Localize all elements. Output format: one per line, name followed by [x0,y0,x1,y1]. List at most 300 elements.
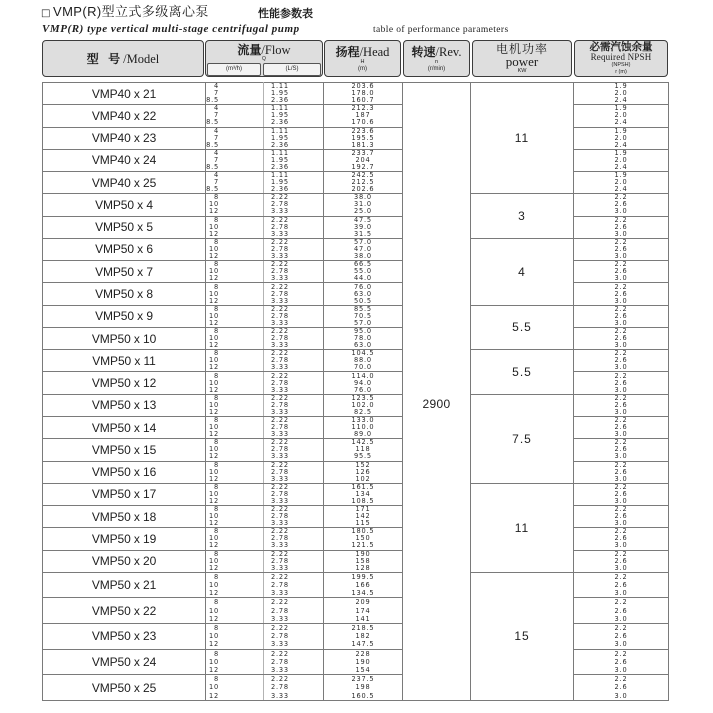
flow-m3h-value: 10 [209,400,219,409]
flow-ls-value: 2.78 [271,606,289,615]
npsh-value: 2.2 [614,438,628,447]
flow-m3h-value: 12 [209,318,219,327]
head-value: 78.0 [354,334,372,343]
flow-ls-value: 2.78 [271,556,289,565]
table-row [43,238,669,260]
flow-m3h-cell [206,261,264,283]
flow-m3h-stack [206,261,219,282]
table-row [43,327,669,349]
npsh-cell [574,598,669,624]
model-cell: VMP50 x 19 [43,528,206,550]
flow-m3h-cell [206,461,264,483]
head-value: 66.5 [354,260,372,269]
flow-ls-value: 2.22 [271,572,289,581]
flow-m3h-cell [206,550,264,572]
npsh-cell [574,649,669,675]
flow-ls-cell [264,216,324,238]
flow-ls-value: 2.78 [271,244,289,253]
head-value: 47.5 [354,216,372,224]
npsh-value: 2.6 [614,556,628,565]
flow-m3h-value: 10 [209,657,219,666]
head-stack [324,128,402,149]
flow-ls-stack [264,417,323,438]
flow-m3h-cell [206,483,264,505]
head-value: 47.0 [354,244,372,253]
flow-ls-value: 1.95 [271,89,289,98]
flow-m3h-value: 12 [209,614,219,623]
flow-m3h-value: 12 [209,474,219,483]
head-value: 178.0 [351,89,375,98]
flow-ls-value: 2.78 [271,400,289,409]
head-stack [324,284,402,305]
table-row [43,483,669,505]
npsh-cell [574,394,669,416]
flow-ls-value: 2.78 [271,581,289,590]
flow-ls-value: 2.78 [271,200,289,209]
flow-ls-cell [264,194,324,216]
flow-m3h-value: 12 [209,251,219,260]
model-cell: VMP40 x 24 [43,149,206,171]
flow-ls-value: 1.11 [271,171,289,180]
head-value: 166 [355,581,371,590]
flow-ls-stack [264,83,323,104]
head-value: 181.3 [351,140,375,149]
head-value: 158 [355,556,371,565]
npsh-value: 2.4 [614,185,628,194]
npsh-value: 3.0 [614,363,628,372]
flow-ls-cell [264,305,324,327]
head-value: 212.5 [351,178,375,187]
power-cell: 11 [471,483,574,572]
power-cell: 15 [471,572,574,700]
title-cn-subtitle: 性能参数表 [258,8,313,20]
flow-ls-value: 3.33 [271,229,289,238]
flow-ls-value: 2.36 [271,140,289,149]
npsh-value: 2.2 [614,572,628,581]
table-row [43,283,669,305]
head-value: 204 [355,155,371,164]
flow-ls-value: 2.78 [271,534,289,543]
head-value: 102.0 [351,400,375,409]
npsh-stack [574,598,668,623]
npsh-value: 2.0 [614,178,628,187]
flow-m3h-value: 7 [214,89,219,98]
head-value: 95.0 [354,327,372,336]
flow-ls-value: 2.22 [271,305,289,313]
model-cell: VMP50 x 9 [43,305,206,327]
power-cell: 3 [471,194,574,239]
power-cell: 11 [471,83,574,194]
model-cell: VMP50 x 23 [43,624,206,650]
flow-ls-stack [264,105,323,126]
flow-m3h-stack [206,328,219,349]
header-rev-en: /Rev. [435,44,462,59]
flow-ls-value: 2.22 [271,216,289,224]
flow-m3h-value: 8 [214,193,219,202]
flow-m3h-value: 10 [209,423,219,432]
npsh-value: 2.4 [614,118,628,127]
flow-ls-value: 2.36 [271,185,289,194]
flow-ls-cell [264,394,324,416]
flow-m3h-stack [206,194,219,215]
head-value: 195.5 [351,133,375,142]
flow-ls-value: 1.95 [271,133,289,142]
flow-ls-value: 3.33 [271,430,289,439]
header-rev-unit: (r/min) [427,65,446,72]
head-value: 198 [355,683,371,692]
header-npsh-symbol: (NPSH) [611,61,631,68]
head-stack [324,417,402,438]
flow-ls-cell [264,283,324,305]
npsh-value: 3.0 [614,452,628,461]
head-value: 170.6 [351,118,375,127]
head-value: 142.5 [351,438,375,447]
table-row [43,572,669,598]
head-value: 174 [355,606,371,615]
flow-ls-value: 2.22 [271,260,289,269]
head-value: 50.5 [354,296,372,305]
head-stack [324,650,402,675]
flow-ls-value: 2.22 [271,598,289,607]
model-cell: VMP50 x 7 [43,261,206,283]
npsh-value: 2.0 [614,133,628,142]
npsh-value: 1.9 [614,149,628,157]
npsh-stack [574,439,668,460]
npsh-value: 3.0 [614,385,628,394]
head-value: 147.5 [351,640,375,649]
flow-ls-stack [264,598,323,623]
flow-m3h-stack [206,650,219,675]
flow-m3h-value: 8 [214,675,219,684]
flow-ls-cell [264,372,324,394]
head-value: 142 [355,512,371,521]
flow-ls-cell [264,624,324,650]
head-value: 31.5 [354,229,372,238]
flow-ls-value: 2.78 [271,311,289,320]
flow-m3h-value: 10 [209,289,219,298]
flow-ls-value: 2.22 [271,438,289,447]
head-value: 25.0 [354,207,372,216]
flow-m3h-value: 10 [209,489,219,498]
head-value: 209 [355,598,371,607]
flow-ls-cell [264,238,324,260]
flow-m3h-value: 12 [209,207,219,216]
npsh-value: 2.6 [614,657,628,666]
flow-m3h-value: 10 [209,632,219,641]
title-en: VMP(R) type vertical multi-stage centrifugal pump [42,23,300,35]
npsh-value: 2.2 [614,624,628,633]
npsh-value: 2.6 [614,334,628,343]
npsh-value: 2.6 [614,311,628,320]
npsh-value: 3.0 [614,519,628,528]
flow-ls-cell [264,327,324,349]
model-cell: VMP50 x 13 [43,394,206,416]
flow-m3h-stack [206,624,219,649]
header-flow [205,40,323,77]
flow-ls-cell [264,83,324,105]
head-value: 160.5 [351,691,375,700]
flow-ls-cell [264,439,324,461]
flow-ls-value: 3.33 [271,563,289,572]
flow-m3h-value: 10 [209,467,219,476]
npsh-value: 2.6 [614,683,628,692]
flow-ls-stack [264,624,323,649]
npsh-value: 3.0 [614,589,628,598]
flow-m3h-value: 10 [209,311,219,320]
flow-m3h-value: 8 [214,527,219,536]
npsh-cell [574,416,669,438]
flow-m3h-cell [206,416,264,438]
model-cell: VMP50 x 14 [43,416,206,438]
flow-ls-cell [264,261,324,283]
flow-ls-stack [264,150,323,171]
head-value: 187 [355,111,371,120]
table-row [43,461,669,483]
flow-m3h-value: 7 [214,111,219,120]
flow-ls-value: 2.22 [271,649,289,658]
head-value: 152 [355,461,371,469]
head-cell [324,350,403,372]
rev-cell: 2900 [403,83,471,701]
flow-m3h-stack [206,462,219,483]
flow-m3h-stack [206,551,219,572]
flow-ls-stack [264,551,323,572]
model-cell: VMP50 x 22 [43,598,206,624]
flow-ls-stack [264,350,323,371]
flow-ls-value: 3.33 [271,251,289,260]
head-value: 134.5 [351,589,375,598]
flow-m3h-value: 8.5 [206,140,219,149]
flow-m3h-cell [206,238,264,260]
flow-ls-value: 3.33 [271,318,289,327]
head-value: 233.7 [351,149,375,157]
flow-m3h-value: 10 [209,556,219,565]
model-cell: VMP50 x 25 [43,675,206,701]
npsh-cell [574,675,669,701]
model-cell: VMP50 x 5 [43,216,206,238]
head-value: 203.6 [351,82,375,91]
model-cell: VMP50 x 18 [43,506,206,528]
header-power-en: power [505,53,539,69]
table-row [43,194,669,216]
npsh-stack [574,172,668,193]
head-stack [324,439,402,460]
head-value: 76.0 [354,385,372,394]
flow-m3h-value: 8.5 [206,118,219,127]
flow-ls-cell [264,127,324,149]
npsh-value: 1.9 [614,171,628,180]
flow-ls-value: 2.22 [271,238,289,246]
head-value: 123.5 [351,394,375,402]
flow-m3h-value: 8.5 [206,162,219,171]
flow-m3h-cell [206,624,264,650]
header-model-en: /Model [123,51,160,66]
head-value: 70.0 [354,363,372,372]
power-cell: 4 [471,238,574,305]
title-square-icon: □ [41,8,51,19]
flow-m3h-cell [206,194,264,216]
npsh-value: 2.6 [614,267,628,276]
flow-m3h-value: 12 [209,274,219,283]
flow-ls-value: 2.22 [271,193,289,202]
npsh-value: 2.2 [614,260,628,269]
flow-m3h-value: 10 [209,334,219,343]
flow-m3h-value: 8 [214,550,219,558]
npsh-value: 1.9 [614,82,628,91]
flow-m3h-value: 8 [214,598,219,607]
flow-m3h-value: 12 [209,363,219,372]
model-cell: VMP50 x 21 [43,572,206,598]
header-head-cn: 扬程 [335,44,360,59]
flow-ls-value: 3.33 [271,691,289,700]
flow-ls-value: 3.33 [271,666,289,675]
flow-ls-value: 3.33 [271,541,289,550]
head-value: 223.6 [351,127,375,135]
flow-m3h-value: 12 [209,452,219,461]
head-cell [324,283,403,305]
npsh-value: 2.2 [614,416,628,425]
flow-m3h-stack [206,417,219,438]
flow-m3h-cell [206,216,264,238]
npsh-value: 2.6 [614,423,628,432]
head-cell [324,127,403,149]
header-rev [403,40,470,77]
head-cell [324,624,403,650]
npsh-cell [574,238,669,260]
npsh-value: 1.9 [614,127,628,135]
npsh-value: 2.2 [614,505,628,514]
header-flow-cn: 流量 [237,43,262,57]
head-value: 150 [355,534,371,543]
npsh-value: 3.0 [614,229,628,238]
npsh-cell [574,550,669,572]
head-stack [324,172,402,193]
table-row [43,83,669,105]
flow-ls-value: 2.22 [271,505,289,514]
flow-ls-value: 3.33 [271,407,289,416]
flow-ls-stack [264,328,323,349]
flow-ls-value: 2.78 [271,356,289,365]
head-cell [324,483,403,505]
head-value: 57.0 [354,238,372,246]
flow-ls-value: 2.78 [271,632,289,641]
flow-m3h-value: 10 [209,244,219,253]
head-cell [324,372,403,394]
table-row [43,624,669,650]
npsh-cell [574,283,669,305]
flow-ls-value: 2.22 [271,483,289,491]
head-value: 212.3 [351,104,375,113]
flow-ls-value: 3.33 [271,296,289,305]
flow-m3h-stack [206,350,219,371]
flow-m3h-value: 12 [209,430,219,439]
flow-m3h-stack [206,506,219,527]
head-value: 55.0 [354,267,372,276]
head-value: 218.5 [351,624,375,633]
header-npsh-cn: 必需汽蚀余量 [589,40,653,53]
flow-ls-stack [264,462,323,483]
head-cell [324,649,403,675]
flow-ls-value: 3.33 [271,640,289,649]
flow-m3h-stack [206,306,219,327]
npsh-stack [574,395,668,416]
npsh-value: 3.0 [614,318,628,327]
head-stack [324,239,402,260]
npsh-cell [574,327,669,349]
flow-ls-value: 2.22 [271,550,289,558]
flow-ls-stack [264,528,323,549]
head-value: 88.0 [354,356,372,365]
flow-m3h-value: 12 [209,229,219,238]
npsh-value: 2.6 [614,356,628,365]
table-row [43,675,669,701]
flow-m3h-cell [206,83,264,105]
npsh-cell [574,83,669,105]
npsh-value: 1.9 [614,104,628,113]
npsh-stack [574,328,668,349]
flow-ls-value: 1.11 [271,149,289,157]
npsh-cell [574,305,669,327]
model-cell: VMP50 x 10 [43,327,206,349]
flow-ls-stack [264,506,323,527]
table-row [43,261,669,283]
head-value: 160.7 [351,96,375,105]
flow-m3h-cell [206,649,264,675]
flow-ls-value: 3.33 [271,474,289,483]
flow-ls-value: 2.78 [271,267,289,276]
flow-m3h-value: 8 [214,624,219,633]
table-row [43,105,669,127]
npsh-cell [574,572,669,598]
head-stack [324,150,402,171]
flow-m3h-cell [206,283,264,305]
table-row [43,506,669,528]
flow-ls-value: 2.36 [271,162,289,171]
flow-ls-stack [264,306,323,327]
model-cell: VMP50 x 4 [43,194,206,216]
flow-m3h-value: 8 [214,649,219,658]
header-head [324,40,401,77]
flow-ls-cell [264,350,324,372]
head-stack [324,373,402,394]
flow-m3h-value: 8 [214,349,219,358]
flow-m3h-cell [206,372,264,394]
title-cn: VMP(R)型立式多级离心泵 [53,4,209,19]
head-value: 82.5 [354,407,372,416]
model-cell: VMP40 x 25 [43,172,206,194]
flow-ls-cell [264,483,324,505]
head-value: 57.0 [354,318,372,327]
head-value: 237.5 [351,675,375,684]
table-row [43,350,669,372]
flow-ls-value: 2.78 [271,683,289,692]
head-value: 115 [355,519,371,528]
table-row [43,528,669,550]
flow-ls-cell [264,416,324,438]
flow-ls-value: 2.22 [271,394,289,402]
flow-ls-value: 2.36 [271,96,289,105]
flow-ls-stack [264,395,323,416]
npsh-stack [574,462,668,483]
npsh-value: 2.4 [614,96,628,105]
npsh-value: 2.2 [614,371,628,380]
flow-m3h-value: 8 [214,483,219,491]
flow-ls-value: 3.33 [271,519,289,528]
npsh-value: 2.2 [614,550,628,558]
npsh-value: 3.0 [614,614,628,623]
head-cell [324,506,403,528]
npsh-value: 2.4 [614,162,628,171]
